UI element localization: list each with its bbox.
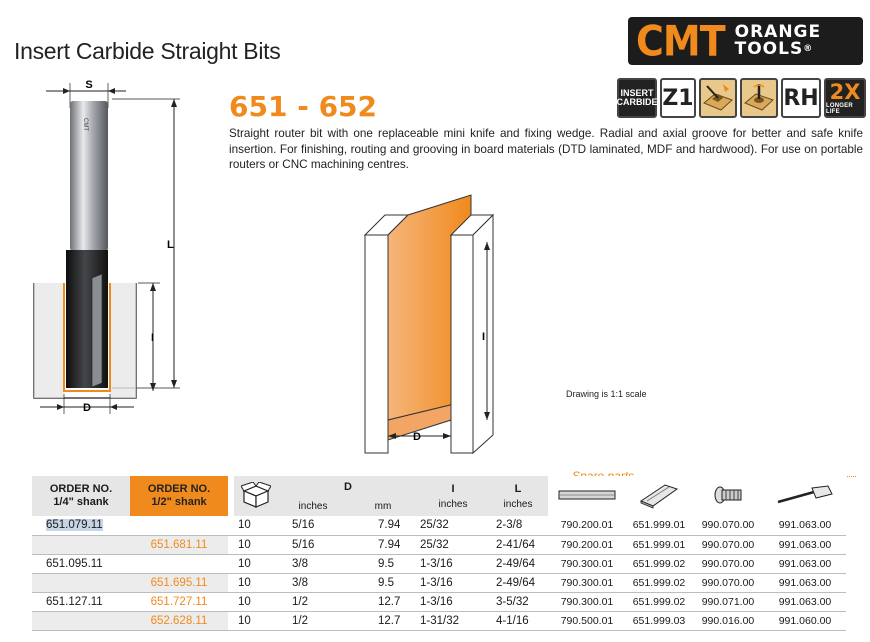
logo-tagline — [735, 24, 822, 58]
spare-key-code: 991.060.00 — [764, 611, 846, 630]
header-spare-key — [764, 476, 846, 516]
table-row — [32, 573, 846, 592]
groove-workpiece-drawing — [355, 190, 565, 460]
d-mm: 9.5 — [348, 554, 418, 573]
spare-wedge-code: 651.999.01 — [626, 535, 692, 554]
feature-badges — [617, 78, 866, 118]
header-order-14 — [32, 476, 130, 516]
l-inches: 4-1/16 — [488, 611, 548, 630]
l-inches: 3-5/32 — [488, 592, 548, 611]
table-row — [32, 535, 846, 554]
groove-wedge-icon — [699, 78, 737, 118]
header-i-inches: inches — [438, 498, 468, 510]
spare-wedge-code: 651.999.02 — [626, 573, 692, 592]
order-no-12: 651.727.11 — [130, 592, 228, 611]
spare-knife-code: 790.300.01 — [548, 573, 626, 592]
s-arrow-right — [108, 88, 115, 94]
header-l-label: L — [514, 482, 522, 495]
i-inches: 1-3/16 — [418, 554, 488, 573]
s-arrow-left — [63, 88, 70, 94]
page-title: Insert Carbide Straight Bits — [14, 38, 281, 64]
logo-line2: TOOLS — [734, 39, 804, 59]
header-l-inches: inches — [503, 498, 533, 510]
table-row — [32, 516, 846, 535]
l-arrow-bottom — [171, 380, 177, 388]
header-order-12-label: ORDER NO. — [147, 483, 211, 495]
wedge-icon — [639, 481, 679, 509]
order-no-12 — [130, 516, 228, 535]
i-inches: 25/32 — [418, 516, 488, 535]
spare-screw-code: 990.070.00 — [692, 516, 764, 535]
l-inches: 2-49/64 — [488, 573, 548, 592]
header-d-inches: inches — [298, 501, 328, 512]
spare-wedge-code: 651.999.01 — [626, 516, 692, 535]
spare-wedge-code: 651.999.03 — [626, 611, 692, 630]
l-inches: 2-3/8 — [488, 516, 548, 535]
product-description: Straight router bit with one replaceable mini knife and fixing wedge. Radial and axial groove for better and safe knife insertion. For finishing, routing and grooving in board materials (DTD laminated, MDF and hardwood). For use on portable routers or CNC machining centres. — [229, 127, 863, 171]
badge-insert-line2: CARBIDE — [616, 97, 658, 107]
spare-key-code: 991.063.00 — [764, 535, 846, 554]
knife-icon — [557, 487, 617, 503]
pack-qty: 10 — [234, 554, 278, 573]
d-inches: 3/8 — [278, 573, 348, 592]
table-row — [32, 554, 846, 573]
header-d-label: D — [344, 481, 352, 493]
d-mm: 12.7 — [348, 611, 418, 630]
i-arrow-bottom — [150, 383, 156, 391]
table-header-row — [32, 476, 846, 516]
header-order-12 — [130, 476, 228, 516]
s-label: S — [85, 79, 93, 91]
header-d-mm: mm — [374, 501, 392, 512]
badge-insert-line1: INSERT — [620, 88, 654, 98]
spare-knife-code: 790.500.01 — [548, 611, 626, 630]
d-mm: 12.7 — [348, 592, 418, 611]
pack-qty: 10 — [234, 611, 278, 630]
plunge-cut-icon — [740, 78, 778, 118]
i-inches: 1-3/16 — [418, 592, 488, 611]
wood-d-label: D — [413, 431, 421, 443]
screw-icon — [713, 484, 743, 506]
header-spare-knife — [548, 476, 626, 516]
l-arrow-top — [171, 99, 177, 107]
spare-knife-code: 790.200.01 — [548, 535, 626, 554]
spare-key-code: 991.063.00 — [764, 516, 846, 535]
i-inches: 25/32 — [418, 535, 488, 554]
d-inches: 3/8 — [278, 554, 348, 573]
pack-qty: 10 — [234, 573, 278, 592]
order-table-body — [32, 516, 846, 630]
header-order-14-sub: 1/4" shank — [53, 496, 109, 508]
header-l — [488, 476, 548, 516]
pack-qty: 10 — [234, 516, 278, 535]
spare-screw-code: 990.016.00 — [692, 611, 764, 630]
d-arrow-left — [57, 404, 64, 410]
table-row — [32, 592, 846, 611]
insert-carbide-badge — [617, 78, 657, 118]
spare-screw-code: 990.070.00 — [692, 573, 764, 592]
z1-badge: Z1 — [660, 78, 696, 118]
key-icon — [776, 484, 834, 506]
cmt-logo — [628, 17, 863, 65]
spare-screw-code: 990.070.00 — [692, 554, 764, 573]
spare-key-code: 991.063.00 — [764, 573, 846, 592]
d-inches: 1/2 — [278, 611, 348, 630]
l-label: L — [167, 239, 174, 251]
carbide-knife — [92, 274, 102, 387]
left-block-front — [365, 235, 388, 453]
shank — [70, 101, 108, 251]
header-order-12-sub: 1/2" shank — [151, 496, 207, 508]
d-mm: 9.5 — [348, 573, 418, 592]
scale-note: Drawing is 1:1 scale — [566, 389, 647, 399]
order-no-14: 651.079.11 — [46, 519, 103, 532]
header-i-label: I — [451, 482, 455, 495]
table-row — [32, 611, 846, 630]
order-no-14: 651.095.11 — [32, 554, 130, 573]
i-inches: 1-31/32 — [418, 611, 488, 630]
pack-qty: 10 — [234, 592, 278, 611]
order-no-14: 651.127.11 — [32, 592, 130, 611]
router-bit-drawing — [30, 78, 200, 418]
order-table — [32, 476, 846, 631]
header-i — [418, 476, 488, 516]
spare-wedge-code: 651.999.02 — [626, 554, 692, 573]
i-arrow-top — [150, 283, 156, 291]
logo-line1: ORANGE — [734, 22, 822, 42]
pack-qty: 10 — [234, 535, 278, 554]
spare-knife-code: 790.200.01 — [548, 516, 626, 535]
rh-badge: RH — [781, 78, 821, 118]
order-no-14 — [32, 573, 130, 592]
header-order-14-label: ORDER NO. — [49, 483, 113, 495]
order-no-14 — [32, 611, 130, 630]
order-no-12: 651.681.11 — [130, 535, 228, 554]
order-no-12: 652.628.11 — [130, 611, 228, 630]
order-no-14 — [32, 535, 130, 554]
spare-key-code: 991.063.00 — [764, 592, 846, 611]
order-no-12: 651.695.11 — [130, 573, 228, 592]
d-inches: 5/16 — [278, 516, 348, 535]
spare-screw-code: 990.071.00 — [692, 592, 764, 611]
header-spare-wedge — [626, 476, 692, 516]
d-label: D — [83, 402, 91, 414]
d-mm: 7.94 — [348, 535, 418, 554]
d-arrow-right — [110, 404, 117, 410]
logo-reg: ® — [803, 44, 814, 54]
header-d — [278, 476, 418, 516]
l-inches: 2-49/64 — [488, 554, 548, 573]
longer-life-badge — [824, 78, 866, 118]
badge-2x-small: LONGER LIFE — [826, 102, 853, 115]
svg-text:CMT: CMT — [82, 118, 88, 131]
order-no-12 — [130, 554, 228, 573]
product-code: 651 - 652 — [229, 90, 378, 123]
spare-key-code: 991.063.00 — [764, 554, 846, 573]
box-icon — [241, 482, 271, 508]
l-inches: 2-41/64 — [488, 535, 548, 554]
wood-i-label: I — [482, 331, 486, 343]
spare-knife-code: 790.300.01 — [548, 592, 626, 611]
header-package-icon — [234, 476, 278, 516]
spare-wedge-code: 651.999.02 — [626, 592, 692, 611]
i-inches: 1-3/16 — [418, 573, 488, 592]
spare-screw-code: 990.070.00 — [692, 535, 764, 554]
i-label: I — [151, 332, 155, 344]
badge-2x-big: 2X — [829, 79, 861, 104]
right-block-front — [451, 235, 473, 453]
header-spare-screw — [692, 476, 764, 516]
logo-brand: CMT — [636, 16, 725, 66]
d-inches: 1/2 — [278, 592, 348, 611]
spare-knife-code: 790.300.01 — [548, 554, 626, 573]
d-inches: 5/16 — [278, 535, 348, 554]
d-mm: 7.94 — [348, 516, 418, 535]
